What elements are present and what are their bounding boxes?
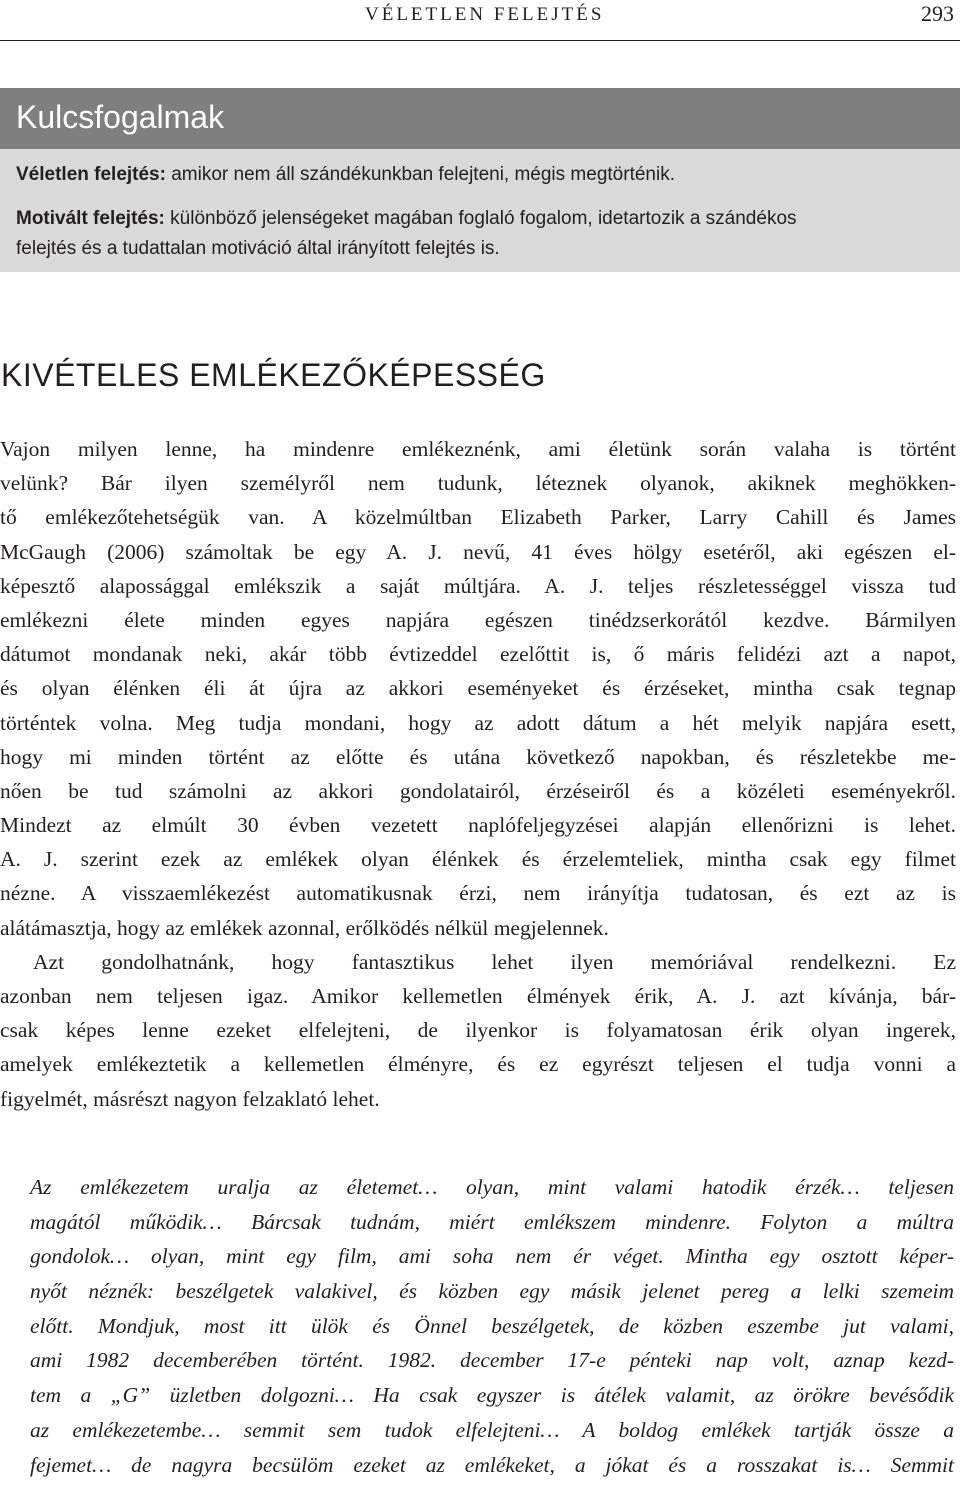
text-line: csak képes lenne ezeket elfelejteni, de ilyenkor is folyamatosan érik olyan ingerek, [0, 1018, 956, 1043]
key-concept-entry-motivated-forgetting [16, 204, 951, 264]
quote-line: ami 1982 decemberében történt. 1982. december 17-e pénteki nap volt, aznap kezd- [30, 1348, 954, 1373]
block-quote [30, 1170, 954, 1482]
text-line: A. J. szerint ezek az emlékek olyan élénkek és érzelemteliek, mintha csak egy filmet [0, 847, 956, 872]
quote-line: az emlékezetembe… semmit sem tudok elfelejteni… A boldog emlékek tartják össze a [30, 1417, 954, 1442]
section-heading: KIVÉTELES EMLÉKEZŐKÉPESSÉG [1, 357, 546, 393]
key-concept-term: Motivált felejtés: [16, 208, 165, 229]
text-line: Mindezt az elmúlt 30 évben vezetett naplófeljegyzései alapján ellenőrizni is lehet. [0, 813, 956, 838]
text-line: emlékezni élete minden egyes napjára egészen tinédzserkorától kezdve. Bármilyen [0, 607, 956, 632]
quote-line: magától működik… Bárcsak tudnám, miért emlékszem mindenre. Folyton a múltra [30, 1209, 954, 1234]
text-line: figyelmét, másrészt nagyon felzaklató lehet. [0, 1086, 380, 1111]
text-line: Vajon milyen lenne, ha mindenre emlékeznénk, ami életünk során valaha is történt [0, 437, 956, 461]
key-concepts-title: Kulcsfogalmak [16, 99, 225, 135]
text-line: McGaugh (2006) számoltak be egy A. J. nevű, 41 éves hölgy esetéről, aki egészen el- [0, 539, 956, 564]
quote-line: gondolok… olyan, mint egy film, ami soha nem ér véget. Mintha egy osztott képer- [30, 1244, 954, 1269]
quote-line: tem a „G” üzletben dolgozni… Ha csak egyszer is átélek valamit, az örökre bevésődik [30, 1383, 954, 1408]
text-line: tő emlékezőtehetségük van. A közelmúltban Elizabeth Parker, Larry Cahill és James [0, 505, 956, 530]
text-line: velünk? Bár ilyen személyről nem tudunk, léteznek olyanok, akiknek meghökken- [0, 471, 956, 496]
text-line: és olyan élénken éli át újra az akkori eseményeket és érzéseket, mintha csak tegnap [0, 676, 956, 701]
quote-line: előtt. Mondjuk, most itt ülök és Önnel beszélgetek, de közben eszembe jut valami, [30, 1313, 954, 1338]
text-line: hogy mi minden történt az előtte és utána következő napokban, és részletekbe me- [0, 744, 956, 769]
text-line: képesztő alapossággal emlékszik a saját múltjára. A. J. teljes részletességgel vissza tud [0, 573, 956, 598]
quote-line: Az emlékezetem uralja az életemet… olyan, mint valami hatodik érzék… teljesen [30, 1175, 954, 1199]
quote-line: fejemet… de nagyra becsülöm ezeket az emlékeket, a jókat és a rosszakat is… Semmit [30, 1452, 954, 1477]
key-concept-definition: különböző jelenségeket magában foglaló fogalom, idetartozik a szándékos [164, 208, 797, 229]
text-line: nézne. A visszaemlékezést automatikusnak érzi, nem irányítja tudatosan, és ezt az is [0, 881, 956, 906]
key-concept-definition: felejtés és a tudattalan motiváció által irányított felejtés is. [16, 238, 500, 259]
text-line: történtek volna. Meg tudja mondani, hogy az adott dátum a hét melyik napjára esett, [0, 710, 956, 735]
key-concept-definition: amikor nem áll szándékunkban felejteni, mégis megtörténik. [165, 164, 675, 185]
text-line: Azt gondolhatnánk, hogy fantasztikus lehet ilyen memóriával rendelkezni. Ez [33, 949, 956, 974]
text-line: nően be tud számolni az akkori gondolatairól, érzéseiről és a közéleti eseményekről. [0, 778, 956, 803]
paragraph-1 [0, 432, 956, 945]
key-concepts-title-bar [0, 88, 960, 149]
page-number: 293 [921, 1, 954, 26]
key-concept-entry-accidental-forgetting [16, 160, 951, 190]
section-body [0, 432, 956, 1116]
key-concepts-box [0, 88, 960, 272]
text-line: amelyek emlékeztetik a kellemetlen élményre, és ez egyrészt teljesen el tudja vonni a [0, 1052, 956, 1077]
text-line: azonban nem teljesen igaz. Amikor kellemetlen élmények érik, A. J. azt kívánja, bár- [0, 984, 956, 1008]
text-line: alátámasztja, hogy az emlékek azonnal, erőlködés nélkül megjelennek. [0, 915, 609, 940]
running-header [0, 0, 960, 41]
text-line: dátumot mondanak neki, akár több évtizeddel ezelőttit is, ő máris felidézi azt a napot, [0, 642, 956, 667]
quote-line: nyőt néznék: beszélgetek valakivel, és közben egy másik jelenet pereg a lelki szemeim [30, 1279, 954, 1304]
paragraph-2 [0, 945, 956, 1116]
running-title: VÉLETLEN FELEJTÉS [365, 4, 605, 25]
key-concept-term: Véletlen felejtés: [16, 164, 166, 185]
